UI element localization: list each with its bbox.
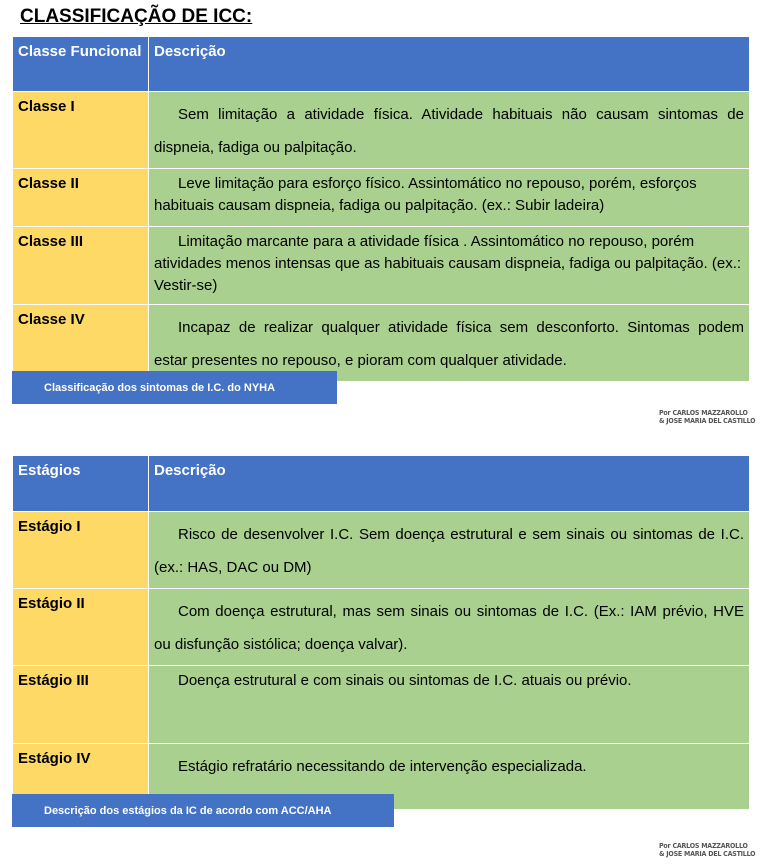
row-description: Doença estrutural e com sinais ou sintomas de I.C. atuais ou prévio. — [149, 666, 750, 744]
row-label: Estágio III — [13, 666, 149, 744]
row-description: Com doença estrutural, mas sem sinais ou sintomas de I.C. (Ex.: IAM prévio, HVE ou disfunção sistólica; doença valvar). — [149, 589, 750, 666]
row-description: Sem limitação a atividade física. Atividade habituais não causam sintomas de dispneia, fadiga ou palpitação. — [149, 92, 750, 169]
table-row — [13, 666, 750, 744]
row-description: Incapaz de realizar qualquer atividade física sem desconforto. Sintomas podem estar presentes no repouso, e pioram com qualquer atividade. — [149, 305, 750, 382]
page-title: CLASSIFICAÇÃO DE ICC: — [20, 6, 253, 27]
row-label: Classe III — [13, 227, 149, 305]
header-descricao: Descrição — [149, 37, 750, 92]
author-credit: Por CARLOS MAZZAROLLO & JOSE MARIA DEL CASTILLO — [659, 409, 756, 425]
row-description: Limitação marcante para a atividade física . Assintomático no repouso, porém atividades menos intensas que as habituais causam dispneia, fadiga ou palpitação. (ex.: Vestir-se) — [149, 227, 750, 305]
table-row — [13, 169, 750, 227]
row-label: Classe IV — [13, 305, 149, 382]
table-row — [13, 512, 750, 589]
row-label: Estágio IV — [13, 744, 149, 810]
row-label: Estágio I — [13, 512, 149, 589]
row-label: Classe I — [13, 92, 149, 169]
header-classe-funcional: Classe Funcional — [13, 37, 149, 92]
author-credit: Por CARLOS MAZZAROLLO & JOSE MARIA DEL CASTILLO — [659, 842, 756, 858]
table-row — [13, 305, 750, 382]
row-description: Estágio refratário necessitando de intervenção especializada. — [149, 744, 750, 810]
table-row — [13, 589, 750, 666]
header-estagios: Estágios — [13, 456, 149, 512]
row-description: Leve limitação para esforço físico. Assintomático no repouso, porém, esforços habituais causam dispneia, fadiga ou palpitação. (ex.: Subir ladeira) — [149, 169, 750, 227]
nyha-class-table — [12, 36, 750, 382]
row-description: Risco de desenvolver I.C. Sem doença estrutural e sem sinais ou sintomas de I.C.(ex.: HAS, DAC ou DM) — [149, 512, 750, 589]
row-label: Estágio II — [13, 589, 149, 666]
row-label: Classe II — [13, 169, 149, 227]
table-caption: Classificação dos sintomas de I.C. do NYHA — [12, 371, 337, 404]
header-descricao: Descrição — [149, 456, 750, 512]
acc-aha-stage-table — [12, 455, 750, 810]
table-row — [13, 92, 750, 169]
table-row — [13, 227, 750, 305]
table-caption: Descrição dos estágios da IC de acordo com ACC/AHA — [12, 794, 394, 827]
